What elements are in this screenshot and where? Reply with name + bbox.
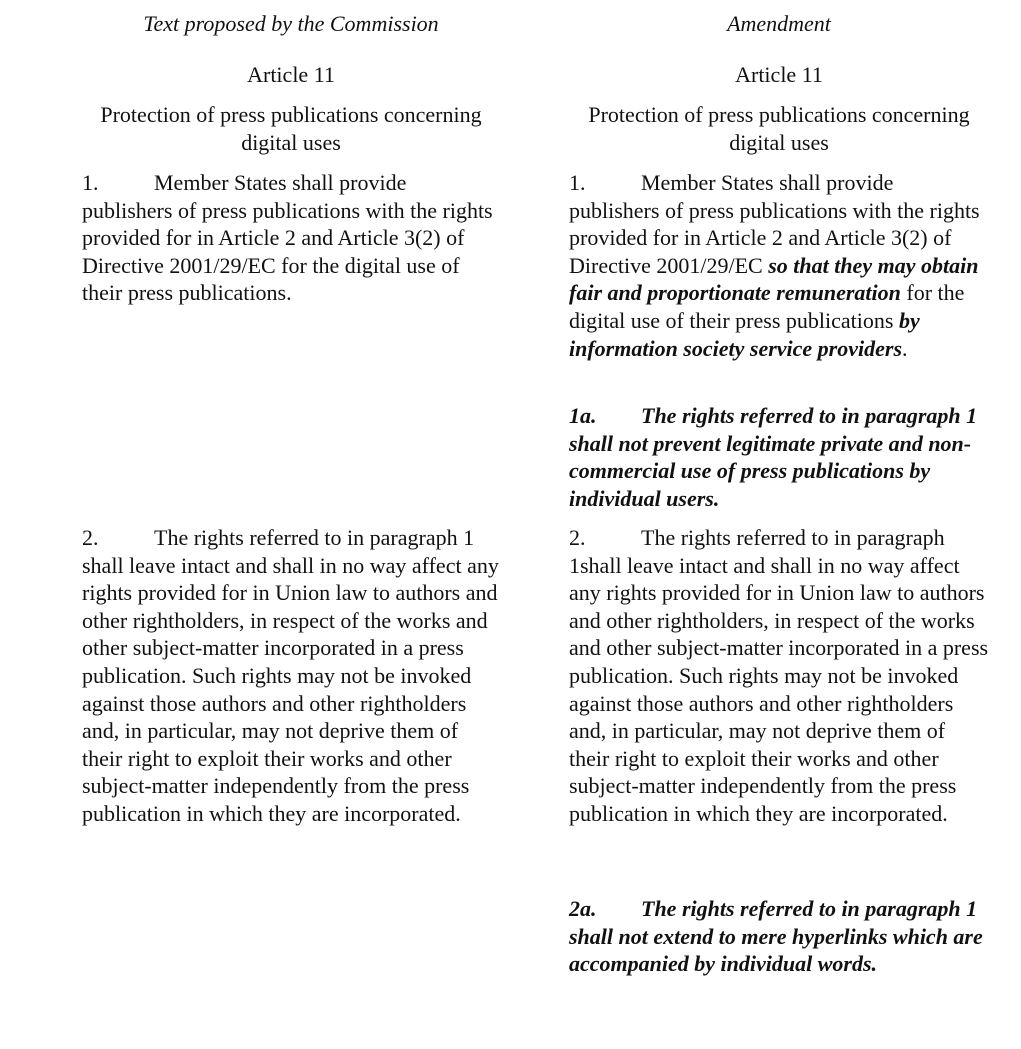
amendment-column-header: Amendment <box>727 11 831 36</box>
amendment-paragraph-2 <box>569 524 989 828</box>
amendment-paragraph-2a <box>569 895 989 978</box>
paragraph-number: 1. <box>569 170 586 195</box>
commission-paragraph-1 <box>82 169 500 307</box>
paragraph-text: . <box>902 335 908 361</box>
amended-text: The rights referred to in paragraph 1 shall not extend to mere hyperlinks which are accompanied by individual words. <box>569 896 983 977</box>
amended-text: so that they may obtain fair and proportionate remuneration <box>569 252 979 306</box>
paragraph-text: The rights referred to in paragraph 1 shall leave intact and shall in no way affect any rights provided for in Union law to authors and other rightholders, in respect of the works and other subject-matter incorporated in a press publication. Such rights may not be invoked against those authors and other rightholders and, in particular, may not deprive them of their right to exploit their works and other subject-matter independently from the press publication in which they are incorporated. <box>82 525 499 826</box>
amended-text: The rights referred to in paragraph 1 shall not prevent legitimate private and non-commercial use of press publications by individual users. <box>569 403 978 511</box>
commission-article-number: Article 11 <box>247 62 335 87</box>
paragraph-text: Member States shall provide publishers of press publications with the rights provided for in Article 2 and Article 3(2) of Directive 2001/29/EC <box>569 170 980 278</box>
commission-paragraph-2 <box>82 524 500 828</box>
paragraph-number: 2a. <box>569 896 597 921</box>
amendment-paragraph-1 <box>569 169 989 362</box>
amendment-paragraph-1a <box>569 402 989 512</box>
paragraph-number: 1a. <box>569 403 597 428</box>
amendment-article-title: Protection of press publications concerning digital uses <box>588 102 970 155</box>
commission-column-header: Text proposed by the Commission <box>143 11 439 36</box>
amended-text: by information society service providers <box>569 307 920 361</box>
paragraph-number: 1. <box>82 170 99 195</box>
paragraph-number: 2. <box>82 525 99 550</box>
paragraph-number: 2. <box>569 525 586 550</box>
paragraph-text: Member States shall provide publishers of press publications with the rights provided for in Article 2 and Article 3(2) of Directive 2001/29/EC for the digital use of their press publications. <box>82 170 493 306</box>
paragraph-text: The rights referred to in paragraph 1shall leave intact and shall in no way affect any rights provided for in Union law to authors and other rightholders, in respect of the works and other subject-matter incorporated in a press publication. Such rights may not be invoked against those authors and other rightholders and, in particular, may not deprive them of their right to exploit their works and other subject-matter independently from the press publication in which they are incorporated. <box>569 525 989 826</box>
paragraph-text: for the digital use of their press publications <box>569 280 965 333</box>
commission-article-title: Protection of press publications concerning digital uses <box>100 102 482 155</box>
amendment-article-number: Article 11 <box>735 62 823 87</box>
